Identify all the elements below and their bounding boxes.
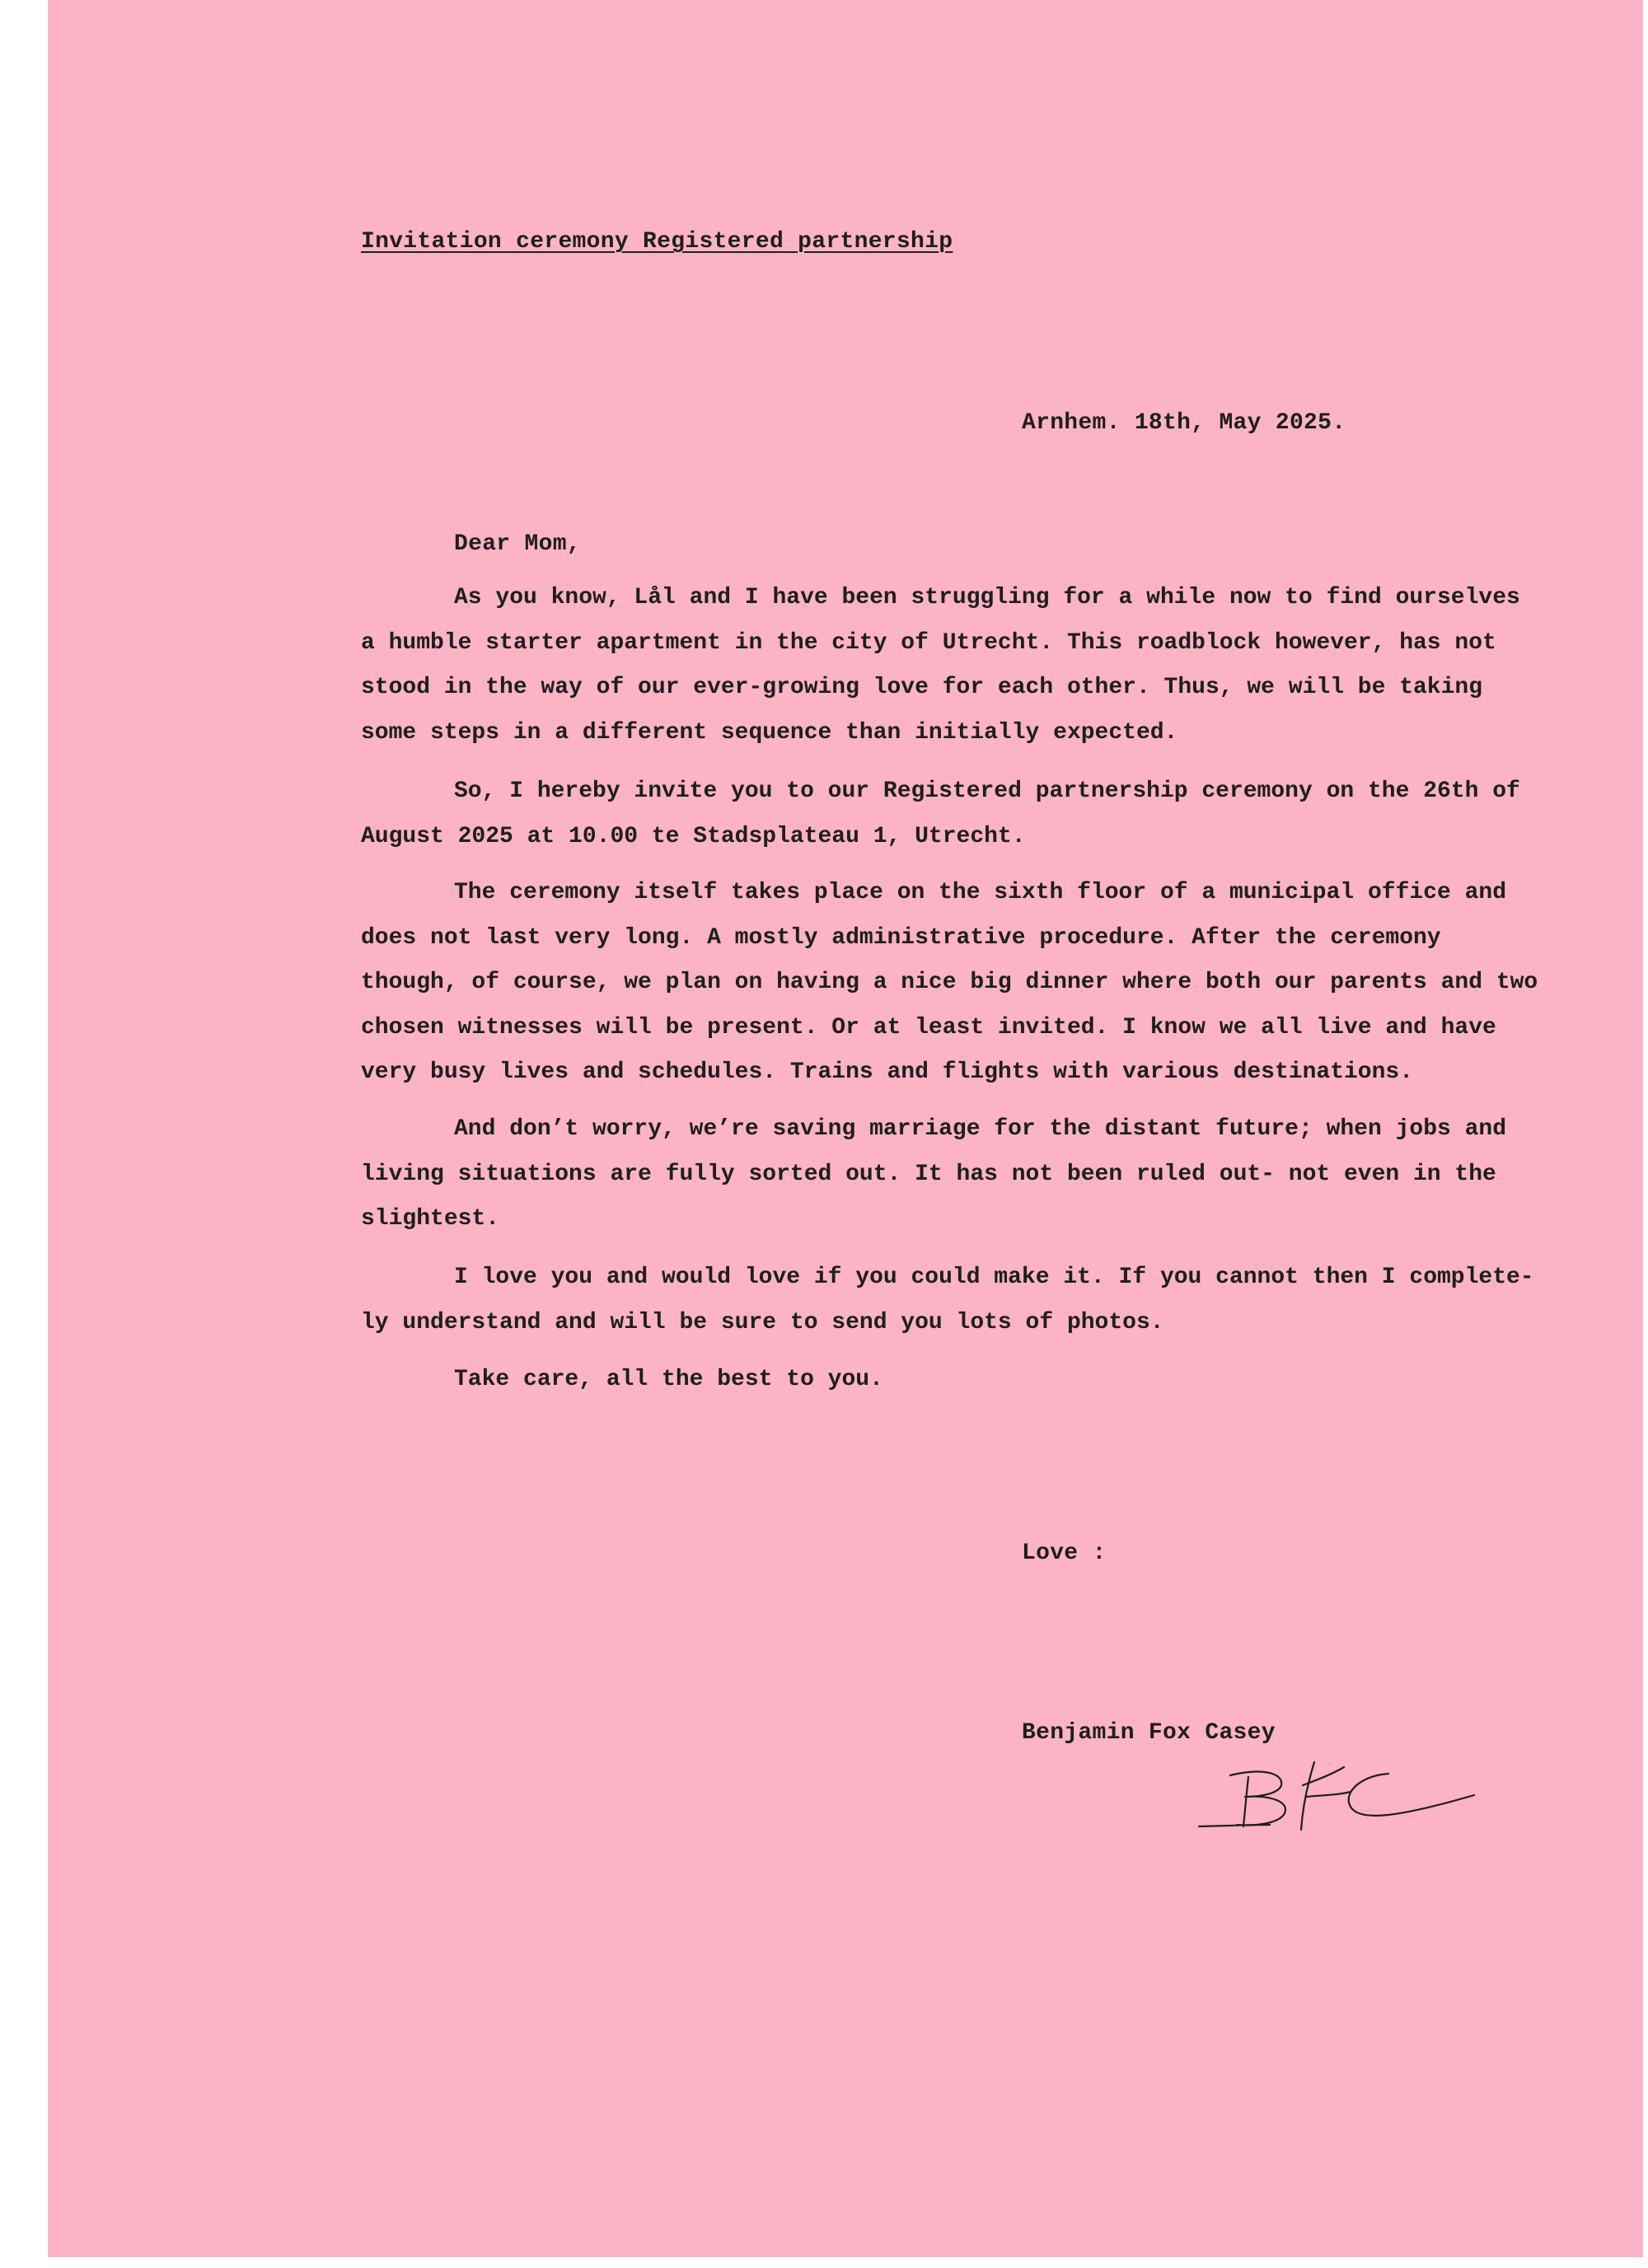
paragraph-line: does not last very long. A mostly administrative procedure. After the ceremony bbox=[361, 924, 1441, 951]
letter-title: Invitation ceremony Registered partnership bbox=[361, 229, 953, 255]
paragraph-6 bbox=[361, 1358, 1498, 1403]
paragraph-3 bbox=[361, 871, 1538, 1096]
letter-date: Arnhem. 18th, May 2025. bbox=[1022, 410, 1346, 436]
paragraph-line: very busy lives and schedules. Trains and flights with various destinations. bbox=[361, 1059, 1414, 1085]
paragraph-line: living situations are fully sorted out. It has not been ruled out- not even in the bbox=[361, 1161, 1496, 1187]
paragraph-line: And don’t worry, we’re saving marriage for the distant future; when jobs and bbox=[454, 1116, 1507, 1142]
paragraph-4 bbox=[361, 1107, 1507, 1242]
paragraph-line: stood in the way of our ever-growing love for each other. Thus, we will be taking bbox=[361, 675, 1483, 700]
letter-sheet bbox=[48, 0, 1643, 2257]
paragraph-line: So, I hereby invite you to our Registered partnership ceremony on the 26th of bbox=[454, 779, 1520, 804]
paragraph-line: though, of course, we plan on having a nice big dinner where both our parents and two bbox=[361, 970, 1538, 995]
paragraph-line: I love you and would love if you could make it. If you cannot then I complete- bbox=[454, 1265, 1534, 1290]
paragraph-line: slightest. bbox=[361, 1206, 500, 1232]
salutation: Dear Mom, bbox=[454, 531, 581, 557]
paragraph-line: ly understand and will be sure to send you lots of photos. bbox=[361, 1309, 1164, 1335]
paragraph-line: The ceremony itself takes place on the sixth floor of a municipal office and bbox=[454, 880, 1507, 905]
paragraph-2 bbox=[361, 769, 1520, 859]
signer-name: Benjamin Fox Casey bbox=[1022, 1720, 1276, 1746]
paragraph-line: a humble starter apartment in the city of Utrecht. This roadblock however, has not bbox=[361, 629, 1496, 656]
handwritten-signature bbox=[1197, 1759, 1477, 1841]
paragraph-5 bbox=[361, 1256, 1534, 1345]
closing: Love : bbox=[1022, 1541, 1107, 1566]
paragraph-line: some steps in a different sequence than initially expected. bbox=[361, 719, 1178, 746]
paragraph-line: August 2025 at 10.00 te Stadsplateau 1, Utrecht. bbox=[361, 823, 1026, 849]
paragraph-line: As you know, Lål and I have been struggling for a while now to find ourselves bbox=[454, 585, 1520, 610]
paragraph-1 bbox=[361, 576, 1520, 755]
paragraph-line: chosen witnesses will be present. Or at least invited. I know we all live and have bbox=[361, 1014, 1496, 1040]
paragraph-line: Take care, all the best to you. bbox=[454, 1367, 883, 1392]
